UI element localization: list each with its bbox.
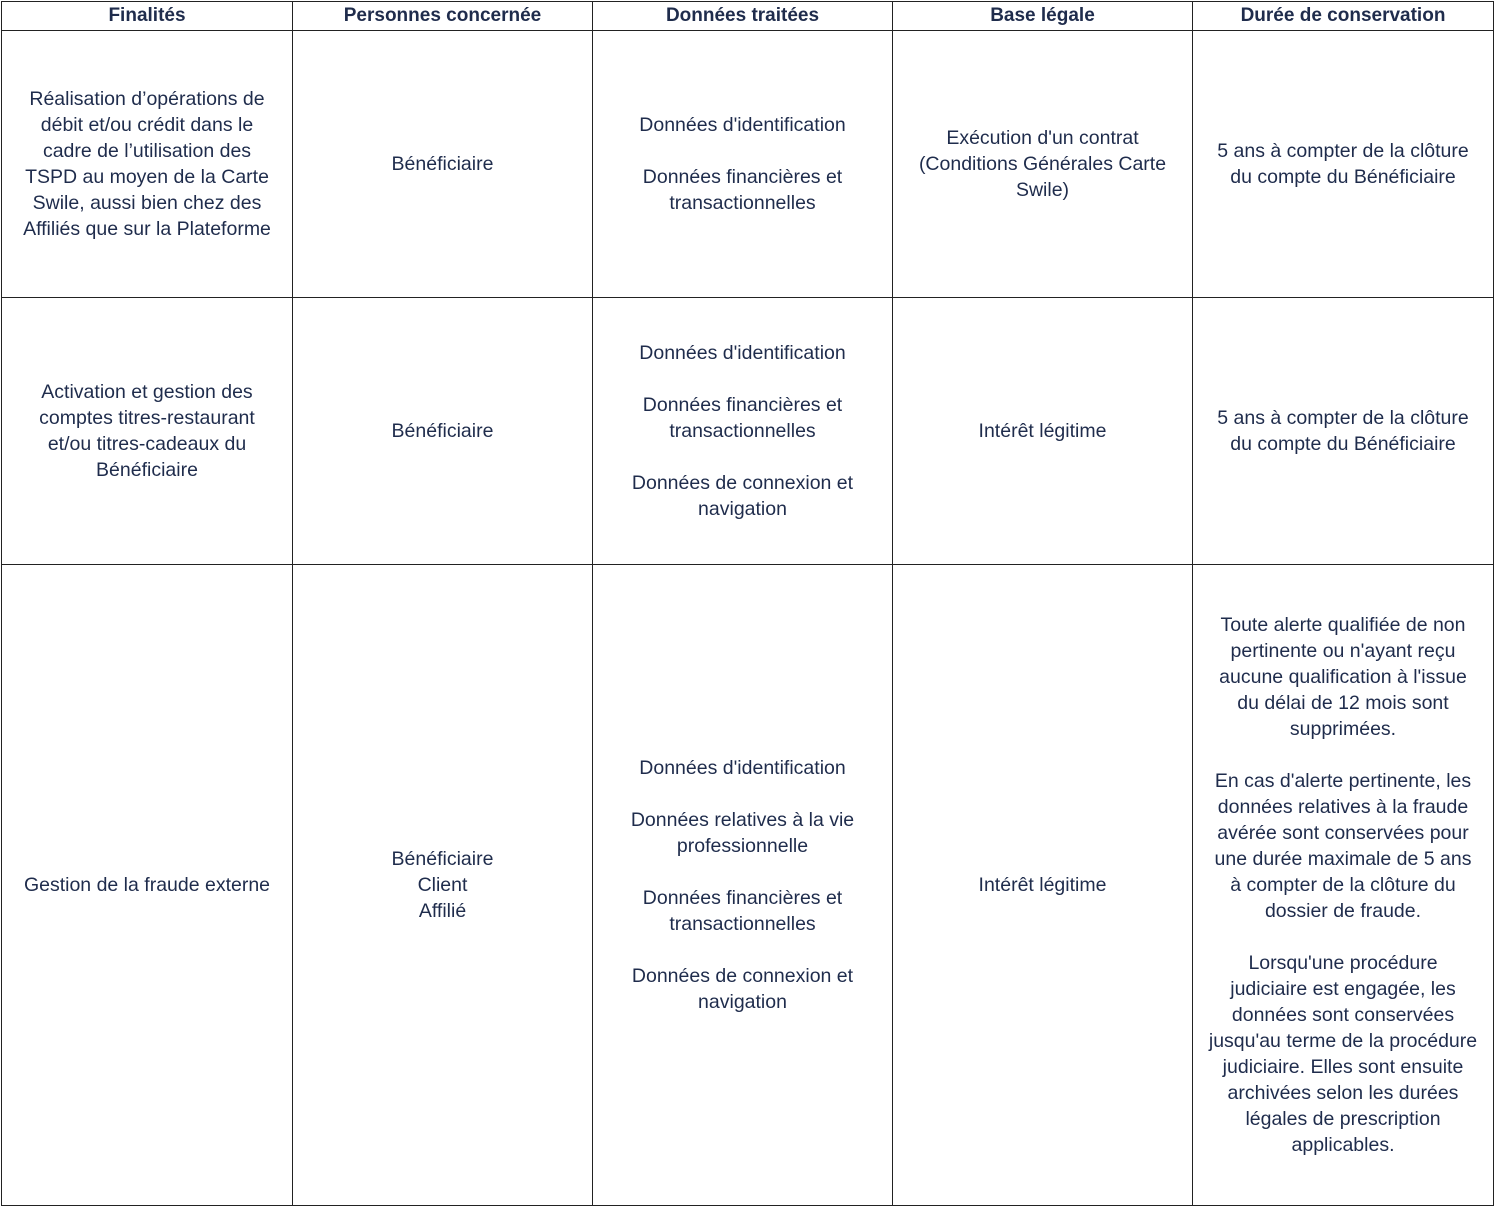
donnee-item: Données d'identification xyxy=(639,114,846,136)
table-row xyxy=(2,298,1494,565)
cell-finalite xyxy=(2,298,293,565)
header-row xyxy=(2,2,1494,31)
cell-finalite xyxy=(2,565,293,1206)
cell-duree xyxy=(1193,565,1494,1206)
cell-base-legale xyxy=(893,298,1193,565)
donnee-item: Données financières et transactionnelles xyxy=(642,394,843,442)
processing-table xyxy=(1,1,1494,1206)
donnee-item: Données de connexion et navigation xyxy=(631,472,854,520)
finalite-text: Activation et gestion des comptes titres-restaurant et/ou titres-cadeaux du Bénéficiaire xyxy=(39,381,255,481)
base-legale-text: Intérêt légitime xyxy=(978,420,1107,442)
duree-item: Lorsqu'une procédure judiciaire est engagée, les données sont conservées jusqu'au terme de la procédure judiciaire. Elles sont ensuite archivées selon les durées légales de prescription applicables. xyxy=(1208,952,1478,1156)
cell-donnees xyxy=(593,565,893,1206)
finalite-text: Gestion de la fraude externe xyxy=(23,874,271,896)
cell-finalite xyxy=(2,31,293,298)
duree-item: En cas d'alerte pertinente, les données relatives à la fraude avérée sont conservées pour une durée maximale de 5 ans à compter de la clôture du dossier de fraude. xyxy=(1214,770,1472,922)
personne-item: Bénéficiaire xyxy=(391,848,494,870)
cell-duree xyxy=(1193,298,1494,565)
header-base-legale: Base légale xyxy=(893,2,1193,31)
cell-base-legale xyxy=(893,31,1193,298)
donnee-item: Données de connexion et navigation xyxy=(631,965,854,1013)
personne-item: Affilié xyxy=(418,900,467,922)
personne-item: Bénéficiaire xyxy=(391,420,494,442)
base-legale-text: Intérêt légitime xyxy=(978,874,1107,896)
donnee-item: Données financières et transactionnelles xyxy=(642,887,843,935)
cell-personnes xyxy=(293,298,593,565)
personne-item: Bénéficiaire xyxy=(391,153,494,175)
donnee-item: Données relatives à la vie professionnelle xyxy=(630,809,855,857)
duree-item: 5 ans à compter de la clôture du compte du Bénéficiaire xyxy=(1217,140,1469,188)
table-row xyxy=(2,31,1494,298)
duree-item: Toute alerte qualifiée de non pertinente ou n'ayant reçu aucune qualification à l'issue du délai de 12 mois sont supprimées. xyxy=(1219,614,1467,740)
donnee-item: Données d'identification xyxy=(639,757,846,779)
cell-base-legale xyxy=(893,565,1193,1206)
header-donnees: Données traitées xyxy=(593,2,893,31)
cell-duree xyxy=(1193,31,1494,298)
header-finalites: Finalités xyxy=(2,2,293,31)
cell-donnees xyxy=(593,31,893,298)
donnee-item: Données d'identification xyxy=(639,342,846,364)
table-row xyxy=(2,565,1494,1206)
base-legale-text: Exécution d'un contrat (Conditions Générales Carte Swile) xyxy=(918,127,1167,201)
header-personnes: Personnes concernée xyxy=(293,2,593,31)
finalite-text: Réalisation d’opérations de débit et/ou crédit dans le cadre de l’utilisation des TSPD au moyen de la Carte Swile, aussi bien chez des Affiliés que sur la Plateforme xyxy=(23,88,271,240)
donnee-item: Données financières et transactionnelles xyxy=(642,166,843,214)
personne-item: Client xyxy=(417,874,468,896)
header-duree: Durée de conservation xyxy=(1193,2,1494,31)
cell-personnes xyxy=(293,31,593,298)
cell-donnees xyxy=(593,298,893,565)
cell-personnes xyxy=(293,565,593,1206)
duree-item: 5 ans à compter de la clôture du compte du Bénéficiaire xyxy=(1217,407,1469,455)
